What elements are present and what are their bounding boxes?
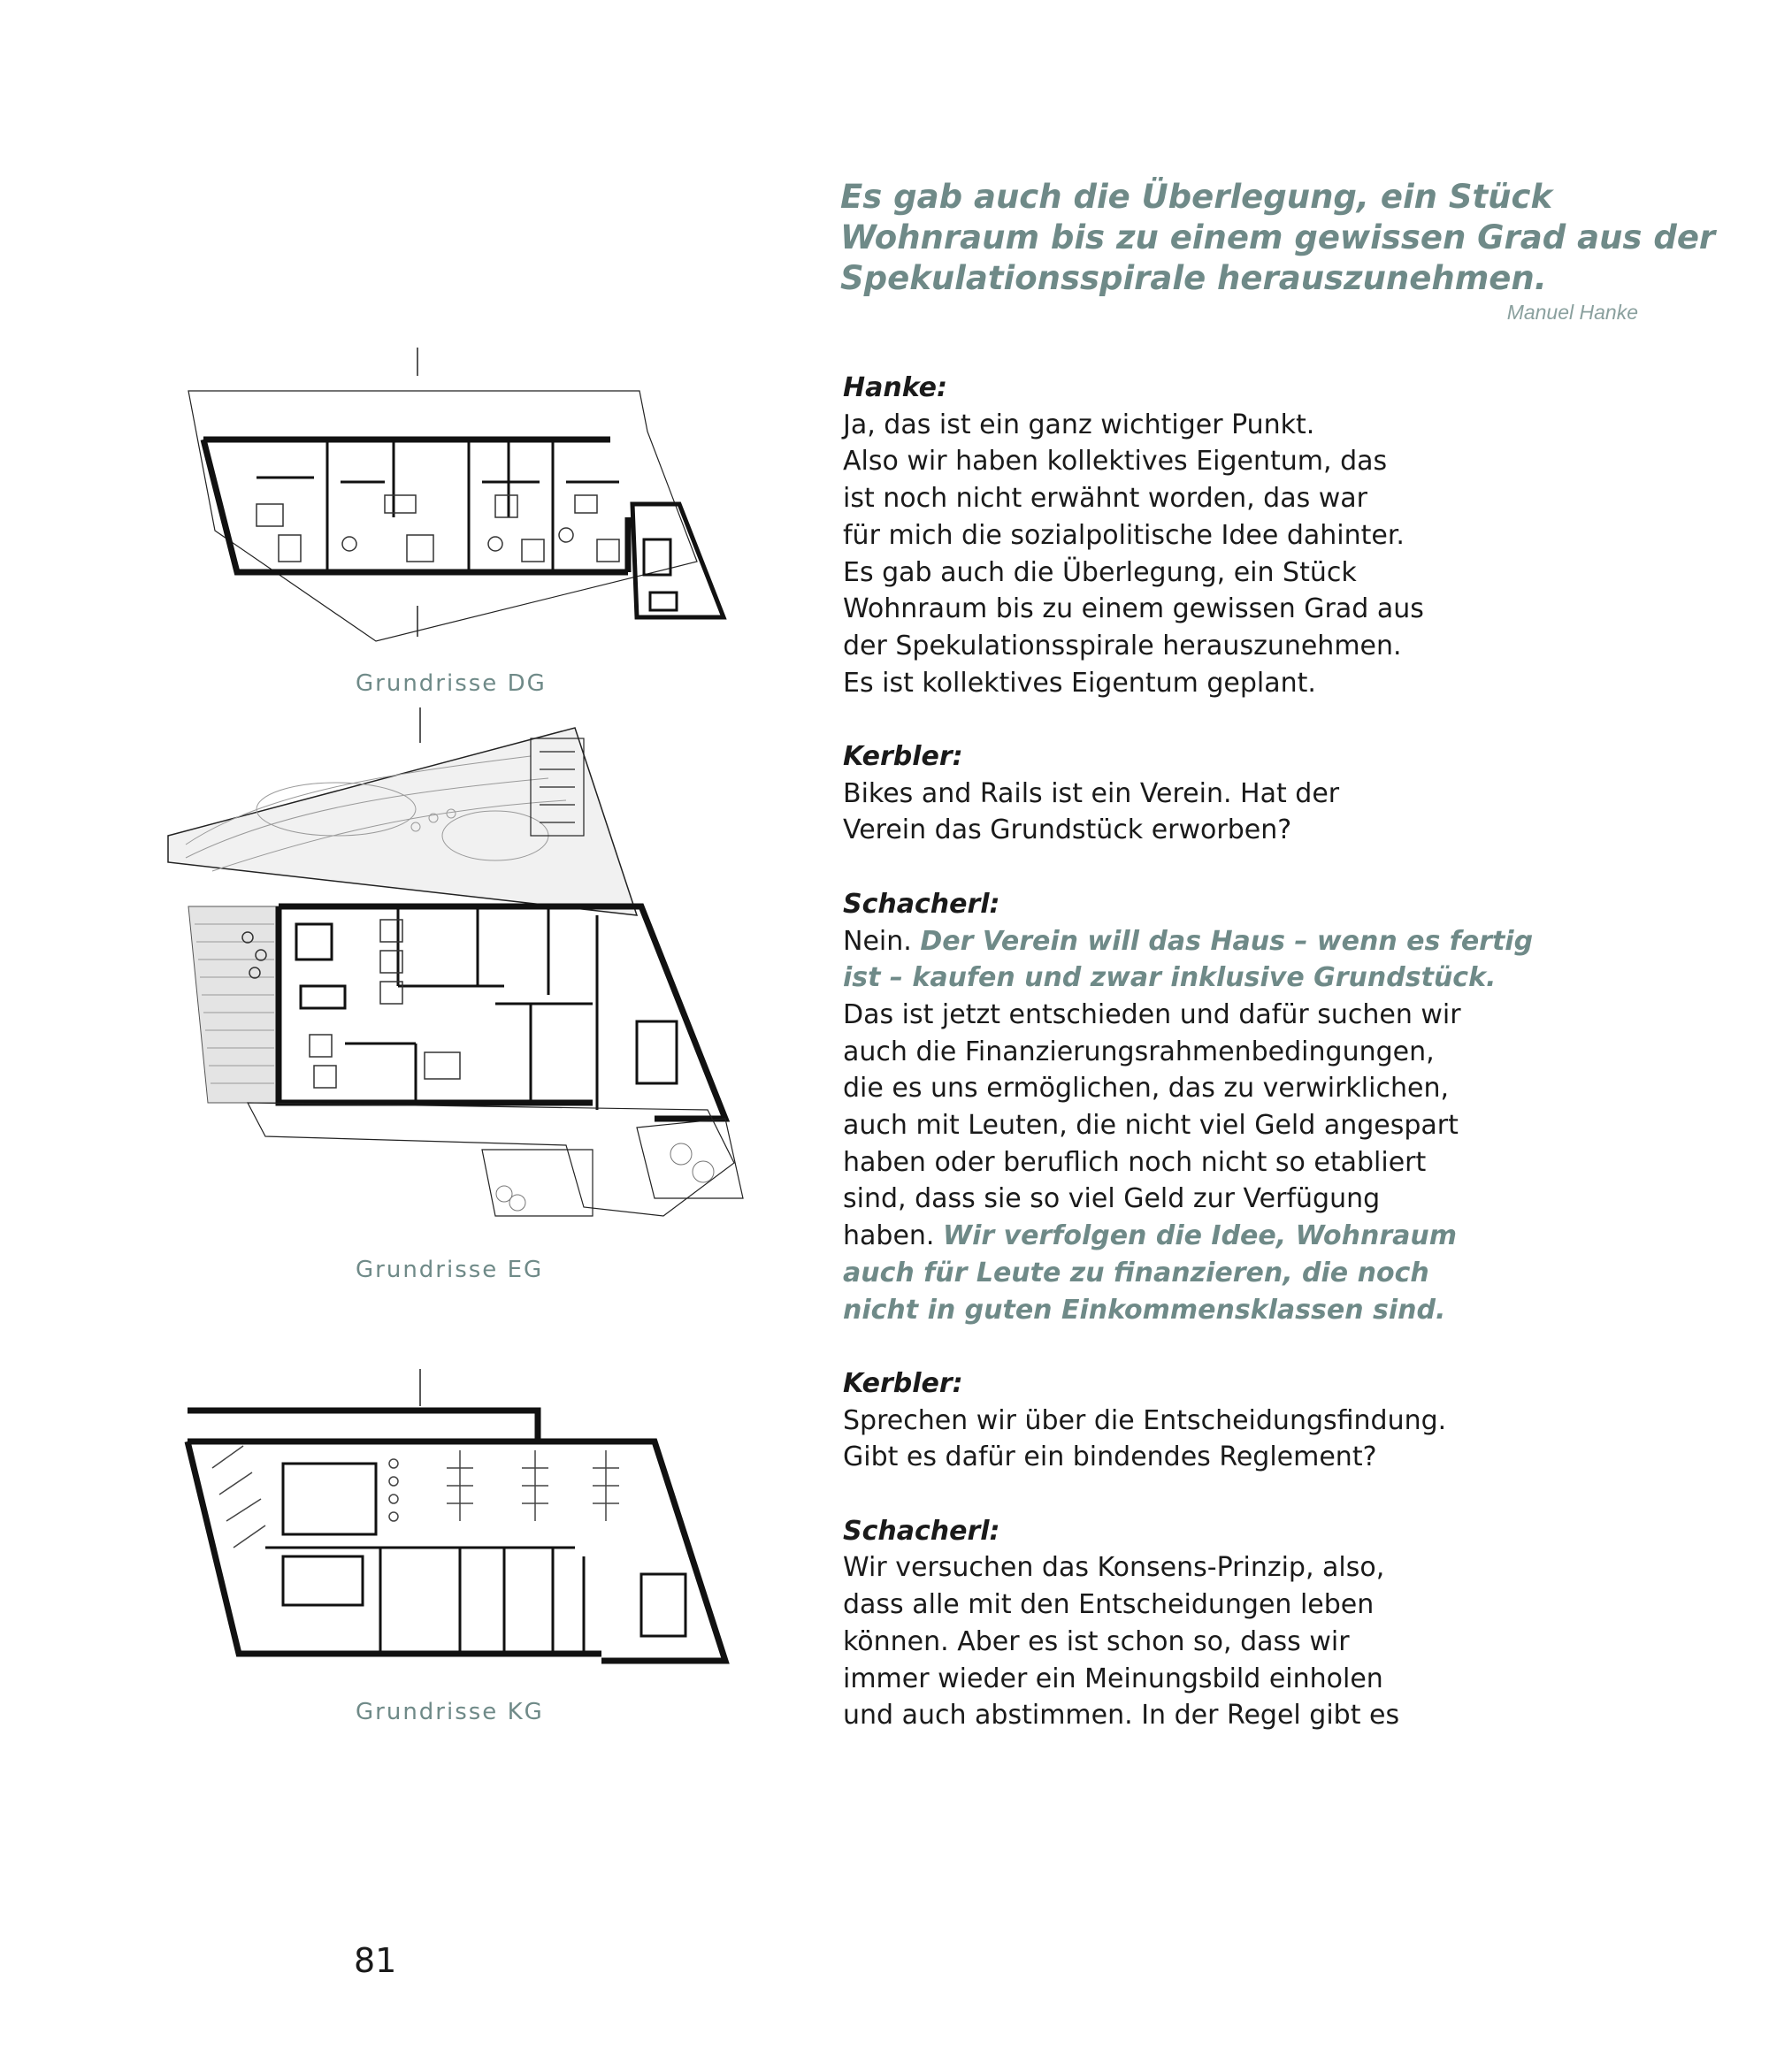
pull-quote-line: Es gab auch die Überlegung, ein Stück — [840, 178, 1553, 216]
text-line: Also wir haben kollektives Eigentum, das — [843, 446, 1388, 478]
text-line: Es gab auch die Überlegung, ein Stück — [843, 556, 1357, 588]
highlight-text: auch für Leute zu finanzieren, die noch — [843, 1257, 1429, 1288]
speaker-label: Schacherl: — [843, 888, 1000, 920]
caption-kg: Grundrisse KG — [356, 1699, 544, 1725]
highlight-text: Der Verein will das Haus – wenn es fertig — [920, 925, 1534, 957]
text-line: ist noch nicht erwähnt worden, das war — [843, 483, 1367, 515]
text-line: Wohnraum bis zu einem gewissen Grad aus — [843, 593, 1424, 625]
pull-quote-line: Wohnraum bis zu einem gewissen Grad aus der — [840, 218, 1716, 256]
text-plain: Nein. — [843, 925, 921, 957]
text-line: Bikes and Rails ist ein Verein. Hat der — [843, 777, 1340, 809]
highlight-text: ist – kaufen und zwar inklusive Grundstück. — [843, 962, 1497, 994]
speaker-label: Kerbler: — [843, 1367, 963, 1399]
pull-quote-line: Spekulationsspirale herauszunehmen. — [840, 259, 1547, 297]
text-line: sind, dass sie so viel Geld zur Verfügung — [843, 1183, 1381, 1215]
speaker-label: Hanke: — [843, 372, 947, 403]
speaker-label: Kerbler: — [843, 741, 963, 773]
text-line: die es uns ermöglichen, das zu verwirklichen, — [843, 1073, 1449, 1105]
caption-dg: Grundrisse DG — [356, 670, 547, 697]
text-line: und auch abstimmen. In der Regel gibt es — [843, 1700, 1400, 1732]
text-line: Das ist jetzt entschieden und dafür suchen wir — [843, 998, 1461, 1030]
text-line: Wir versuchen das Konsens-Prinzip, also, — [843, 1552, 1385, 1584]
caption-eg: Grundrisse EG — [356, 1257, 544, 1283]
highlight-text: nicht in guten Einkommensklassen sind. — [843, 1294, 1446, 1326]
floor-plan-eg — [159, 703, 770, 1251]
speaker-label: Schacherl: — [843, 1515, 1000, 1547]
floor-plan-kg — [159, 1362, 770, 1698]
quote-author: Manuel Hanke — [1506, 301, 1638, 324]
page-number: 81 — [354, 1941, 397, 1980]
text-line: Verein das Grundstück erworben? — [843, 814, 1292, 846]
highlight-text: Wir verfolgen die Idee, Wohnraum — [942, 1220, 1458, 1252]
text-line: Sprechen wir über die Entscheidungsfindung. — [843, 1404, 1447, 1436]
text-line — [843, 923, 1534, 960]
text-line: Gibt es dafür ein bindendes Reglement? — [843, 1441, 1377, 1473]
text-line: dass alle mit den Entscheidungen leben — [843, 1589, 1375, 1621]
text-line — [843, 1218, 1515, 1255]
interview-text — [843, 370, 1534, 1734]
text-line: können. Aber es ist schon so, dass wir — [843, 1625, 1350, 1657]
text-line: der Spekulationsspirale herauszunehmen. — [843, 630, 1402, 661]
pull-quote — [840, 177, 1716, 299]
text-line: immer wieder ein Meinungsbild einholen — [843, 1663, 1383, 1694]
text-line: auch mit Leuten, die nicht viel Geld angespart — [843, 1110, 1459, 1142]
floor-plan-dg — [159, 340, 770, 659]
text-line: für mich die sozialpolitische Idee dahinter. — [843, 519, 1405, 551]
text-plain: haben. — [843, 1220, 943, 1252]
text-line: auch die Finanzierungsrahmenbedingungen, — [843, 1036, 1435, 1067]
text-line: haben oder beruflich noch nicht so etabliert — [843, 1146, 1427, 1178]
text-line: Es ist kollektives Eigentum geplant. — [843, 667, 1316, 699]
text-line: Ja, das ist ein ganz wichtiger Punkt. — [843, 409, 1315, 440]
